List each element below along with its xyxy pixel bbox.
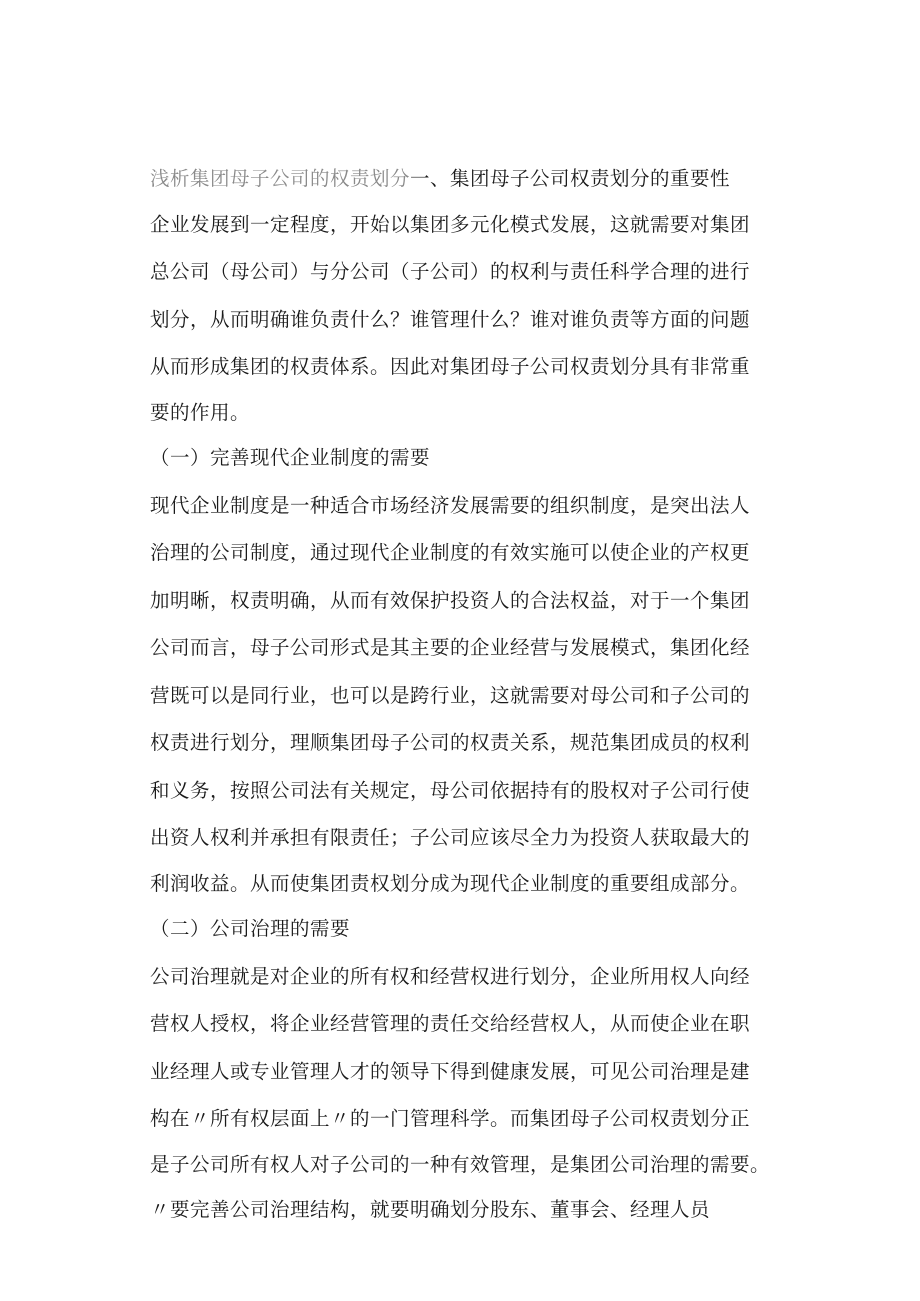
paragraph-line: 划分，从而明确谁负责什么？谁管理什么？谁对谁负责等方面的问题 bbox=[150, 307, 751, 331]
paragraph-line: 企业发展到一定程度，开始以集团多元化模式发展，这就需要对集团 bbox=[150, 212, 751, 236]
paragraph-line: 营权人授权，将企业经营管理的责任交给经营权人，从而使企业在职 bbox=[150, 1012, 751, 1035]
paragraph-line: 〃要完善公司治理结构，就要明确划分股东、董事会、经理人员 bbox=[150, 1198, 711, 1221]
paragraph-line: 营既可以是同行业，也可以是跨行业，这就需要对母公司和子公司的 bbox=[150, 683, 751, 707]
paragraph-line: 业经理人或专业管理人才的领导下得到健康发展，可见公司治理是建 bbox=[150, 1059, 751, 1083]
document-body bbox=[150, 157, 772, 1234]
document-title-line bbox=[150, 157, 772, 201]
paragraph-line: 治理的公司制度，通过现代企业制度的有效实施可以使企业的产权更 bbox=[150, 541, 751, 564]
paragraph-line: 公司治理就是对企业的所有权和经营权进行划分，企业所用权人向经 bbox=[150, 964, 751, 988]
paragraph-line: 利润收益。从而使集团责权划分成为现代企业制度的重要组成部分。 bbox=[150, 871, 751, 895]
paragraph-line: 从而形成集团的权责体系。因此对集团母子公司权责划分具有非常重 bbox=[150, 355, 751, 378]
paragraph-line: 现代企业制度是一种适合市场经济发展需要的组织制度，是突出法人 bbox=[150, 493, 751, 517]
document-title-link[interactable]: 浅析集团母子公司的权责划分 bbox=[150, 167, 411, 190]
paragraph-line: 出资人权利并承担有限责任；子公司应该尽全力为投资人获取最大的 bbox=[150, 826, 751, 849]
paragraph-line: 是子公司所有权人对子公司的一种有效管理，是集团公司治理的需要。 bbox=[150, 1152, 771, 1176]
paragraph-line: 加明晰，权责明确，从而有效保护投资人的合法权益，对于一个集团 bbox=[150, 588, 751, 612]
paragraph-line: 公司而言，母子公司形式是其主要的企业经营与发展模式，集团化经 bbox=[150, 636, 751, 659]
paragraph-line: 要的作用。 bbox=[150, 400, 251, 424]
paragraph-line: 构在〃所有权层面上〃的一门管理科学。而集团母子公司权责划分正 bbox=[150, 1107, 751, 1130]
section-heading-importance: 一、集团母子公司权责划分的重要性 bbox=[410, 167, 731, 190]
paragraph-line: 和义务，按照公司法有关规定，母公司依据持有的股权对子公司行使 bbox=[150, 778, 751, 802]
paragraph-line: 总公司（母公司）与分公司（子公司）的权利与责任科学合理的进行 bbox=[150, 260, 751, 283]
paragraph-line: 权责进行划分，理顺集团母子公司的权责关系，规范集团成员的权利 bbox=[150, 731, 751, 754]
subheading-modern-enterprise: （一）完善现代企业制度的需要 bbox=[150, 446, 431, 469]
subheading-corporate-governance: （二）公司治理的需要 bbox=[150, 917, 351, 940]
